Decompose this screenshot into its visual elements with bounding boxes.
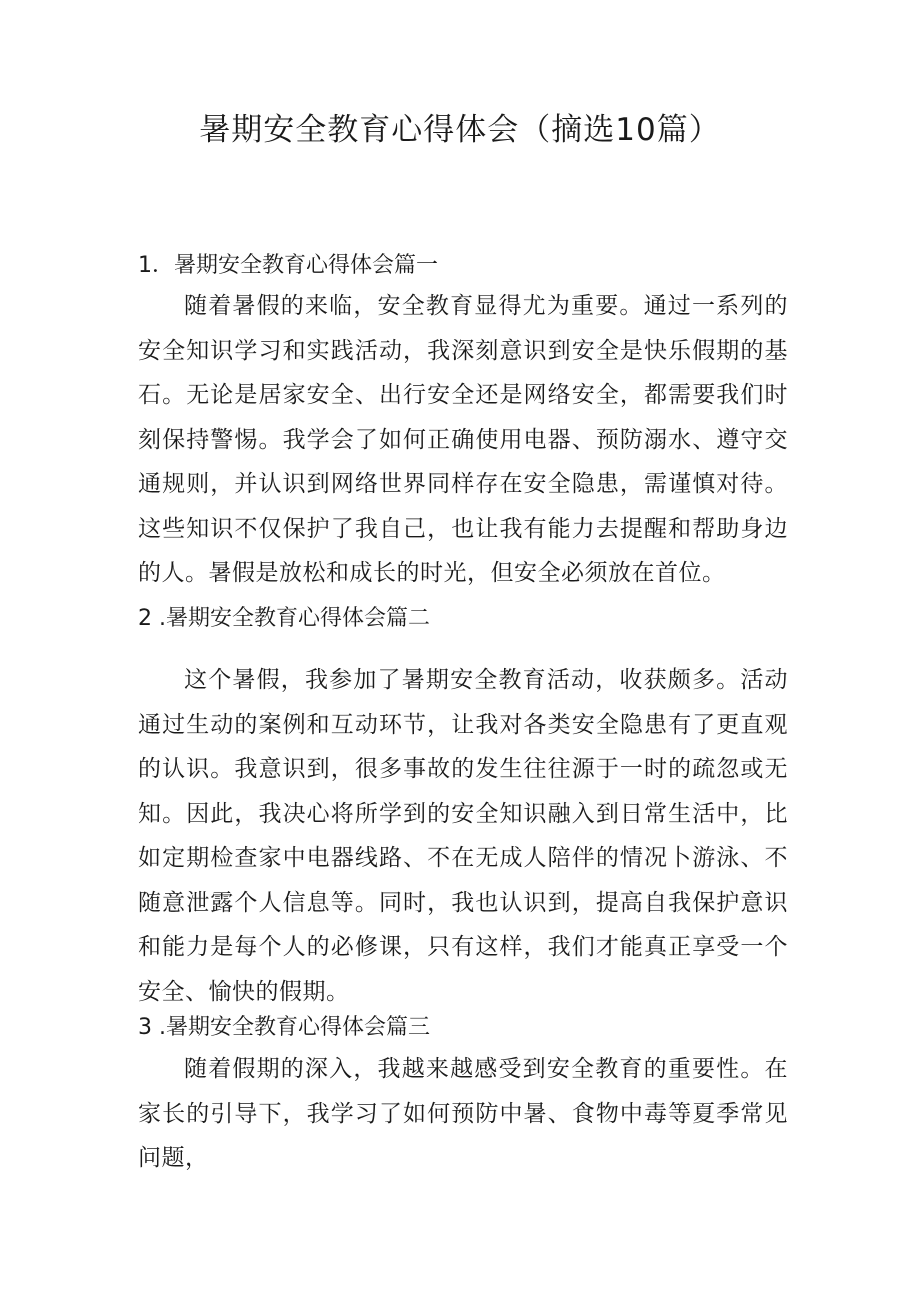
document-title: 暑期安全教育心得体会（摘选10篇） — [199, 112, 721, 148]
section-paragraph-3: 随着假期的深入，我越来越感受到安全教育的重要性。在家长的引导下，我学习了如何预防中暑、食物中毒等夏季常见问题， — [138, 1056, 788, 1171]
section-paragraph-2: 这个暑假，我参加了暑期安全教育活动，收获颇多。活动通过生动的案例和互动环节，让我对各类安全隐患有了更直观的认识。我意识到，很多事故的发生往往源于一时的疏忽或无知。因此，我决心将所学到的安全知识融入到日常生活中，比如定期检查家中电器线路、不在无成人陪伴的情况卜游泳、不随意泄露个人信息等。同时，我也认识到，提高自我保护意识和能力是每个人的必修课，只有这样，我们才能真正享受一个安全、愉快的假期。 — [138, 667, 788, 1005]
section-paragraph-1: 随着暑假的来临，安全教育显得尤为重要。通过一系列的安全知识学习和实践活动，我深刻意识到安全是快乐假期的基石。无论是居家安全、出行安全还是网络安全，都需要我们时刻保持警惕。我学会了如何正确使用电器、预防溺水、遵守交通规则，并认识到网络世界同样存在安全隐患，需谨慎对待。这些知识不仅保护了我自己，也让我有能力去提醒和帮助身边的人。暑假是放松和成长的时光，但安全必须放在首位。 — [138, 293, 788, 586]
section-heading-2: 2 .暑期安全教育心得体会篇二 — [138, 606, 430, 631]
section-heading-3: 3 .暑期安全教育心得体会篇三 — [138, 1015, 430, 1040]
section-heading-1: 1．暑期安全教育心得体会篇一 — [138, 253, 438, 278]
